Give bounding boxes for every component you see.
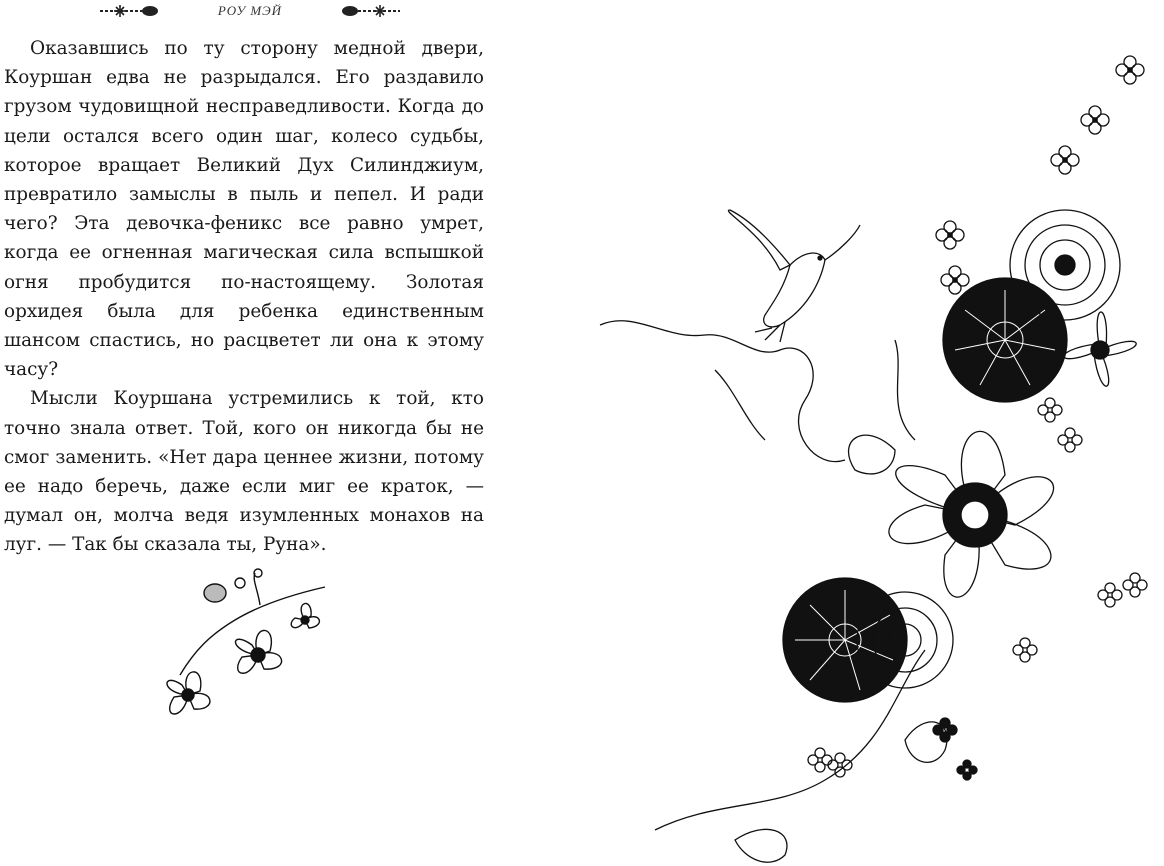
running-head [70,0,430,22]
left-page [0,0,560,866]
body-text [4,34,484,560]
large-flower-icon [889,431,1054,597]
paragraph-1: Оказавшись по ту сторону медной двери, Коуршан едва не разрыдался. Его раздавило грузом чудовищной несправедливости. Когда до цели остался всего один шаг, колесо судьбы, которое вращает Великий Дух Силинджиум, превратило замыслы в пыль и пепел. И ради чего? Эта девочка-феникс все равно умрет, когда ее огненная магическая сила вспышкой огня пробудится по-настоящему. Золотая орхидея была для ребенка единственным шансом спастись, но расцветет ли она к этому часу? [4,38,484,381]
orchid-branch-icon [140,565,340,745]
paragraph-2: Мысли Коуршана устремились к той, кто точно знала ответ. Той, кого он никогда бы не смог заменить. «Нет дара ценнее жизни, потому ее надо беречь, даже если миг ее краток, — думал он, молча ведя изумленных монахов на луг. — Так бы сказала ты, Руна». [4,388,484,556]
hummingbird-icon [728,210,860,342]
vine-icon [600,321,845,462]
dark-dahlia-icon [943,278,1067,402]
ornament-right-icon [338,3,402,19]
running-title: РОУ МЭЙ [217,3,283,18]
floral-illustration [595,40,1164,866]
ornament-left-icon [98,3,162,19]
